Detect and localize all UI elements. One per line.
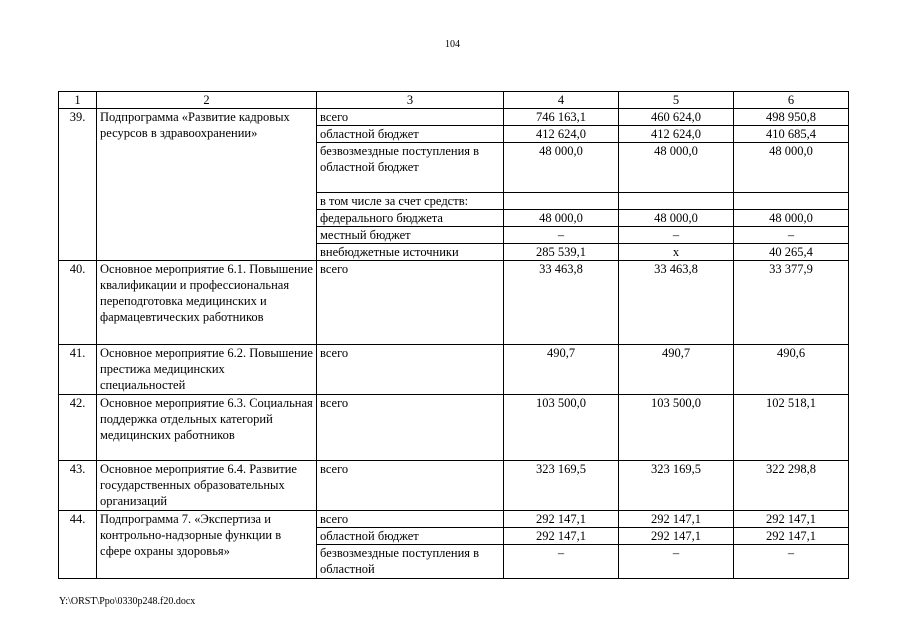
value-col5: 490,7 <box>619 345 734 395</box>
value-col4: 412 624,0 <box>504 126 619 143</box>
value-col5: – <box>619 545 734 579</box>
funding-source: всего <box>317 461 504 511</box>
table-row <box>59 461 849 511</box>
funding-source: всего <box>317 345 504 395</box>
table-row <box>59 261 849 345</box>
page-number: 104 <box>445 39 460 50</box>
value-col5: 292 147,1 <box>619 511 734 528</box>
table-header-row <box>59 92 849 109</box>
value-col6: 292 147,1 <box>734 511 849 528</box>
row-number: 42. <box>59 395 97 461</box>
funding-source: всего <box>317 395 504 461</box>
row-number: 44. <box>59 511 97 579</box>
file-path-footer: Y:\ORST\Ppo\0330p248.f20.docx <box>59 596 196 607</box>
funding-source: областной бюджет <box>317 528 504 545</box>
value-col5: 323 169,5 <box>619 461 734 511</box>
value-col4: 48 000,0 <box>504 210 619 227</box>
value-col4 <box>504 193 619 210</box>
column-header: 3 <box>317 92 504 109</box>
value-col4: – <box>504 227 619 244</box>
table-row <box>59 511 849 528</box>
funding-source: местный бюджет <box>317 227 504 244</box>
table-row <box>59 395 849 461</box>
row-number: 40. <box>59 261 97 345</box>
value-col4: – <box>504 545 619 579</box>
column-header: 4 <box>504 92 619 109</box>
row-number: 39. <box>59 109 97 261</box>
table-row <box>59 109 849 126</box>
program-name: Подпрограмма «Развитие кадровых ресурсов в здравоохранении» <box>97 109 317 261</box>
value-col6: 498 950,8 <box>734 109 849 126</box>
value-col4: 33 463,8 <box>504 261 619 345</box>
funding-source: внебюджетные источники <box>317 244 504 261</box>
value-col6: 410 685,4 <box>734 126 849 143</box>
program-name: Основное мероприятие 6.1. Повышение квалификации и профессиональная переподготовка медицинских и фармацевтических работников <box>97 261 317 345</box>
program-name: Подпрограмма 7. «Экспертиза и контрольно-надзорные функции в сфере охраны здоровья» <box>97 511 317 579</box>
funding-source: безвозмездные поступления в областной бюджет <box>317 143 504 193</box>
value-col6: – <box>734 545 849 579</box>
value-col4: 746 163,1 <box>504 109 619 126</box>
value-col5: 460 624,0 <box>619 109 734 126</box>
value-col6: 102 518,1 <box>734 395 849 461</box>
funding-source: всего <box>317 511 504 528</box>
value-col5: – <box>619 227 734 244</box>
value-col5: 412 624,0 <box>619 126 734 143</box>
value-col6 <box>734 193 849 210</box>
value-col6: 48 000,0 <box>734 210 849 227</box>
table-row <box>59 345 849 395</box>
value-col6: 48 000,0 <box>734 143 849 193</box>
column-header: 1 <box>59 92 97 109</box>
value-col6: 40 265,4 <box>734 244 849 261</box>
row-number: 43. <box>59 461 97 511</box>
program-name: Основное мероприятие 6.4. Развитие государственных образовательных организаций <box>97 461 317 511</box>
budget-table <box>58 91 849 579</box>
value-col5: 103 500,0 <box>619 395 734 461</box>
program-name: Основное мероприятие 6.2. Повышение престижа медицинских специальностей <box>97 345 317 395</box>
value-col6: 322 298,8 <box>734 461 849 511</box>
value-col4: 323 169,5 <box>504 461 619 511</box>
value-col4: 292 147,1 <box>504 528 619 545</box>
value-col5: 48 000,0 <box>619 210 734 227</box>
value-col6: 33 377,9 <box>734 261 849 345</box>
value-col5: х <box>619 244 734 261</box>
funding-source: федерального бюджета <box>317 210 504 227</box>
program-name: Основное мероприятие 6.3. Социальная поддержка отдельных категорий медицинских работников <box>97 395 317 461</box>
value-col5 <box>619 193 734 210</box>
column-header: 5 <box>619 92 734 109</box>
column-header: 2 <box>97 92 317 109</box>
funding-source: всего <box>317 261 504 345</box>
funding-source: безвозмездные поступления в областной <box>317 545 504 579</box>
value-col4: 292 147,1 <box>504 511 619 528</box>
value-col5: 48 000,0 <box>619 143 734 193</box>
value-col4: 285 539,1 <box>504 244 619 261</box>
funding-source: в том числе за счет средств: <box>317 193 504 210</box>
value-col5: 292 147,1 <box>619 528 734 545</box>
value-col6: 292 147,1 <box>734 528 849 545</box>
value-col4: 103 500,0 <box>504 395 619 461</box>
funding-source: областной бюджет <box>317 126 504 143</box>
value-col6: – <box>734 227 849 244</box>
value-col4: 490,7 <box>504 345 619 395</box>
value-col6: 490,6 <box>734 345 849 395</box>
column-header: 6 <box>734 92 849 109</box>
value-col5: 33 463,8 <box>619 261 734 345</box>
value-col4: 48 000,0 <box>504 143 619 193</box>
row-number: 41. <box>59 345 97 395</box>
funding-source: всего <box>317 109 504 126</box>
